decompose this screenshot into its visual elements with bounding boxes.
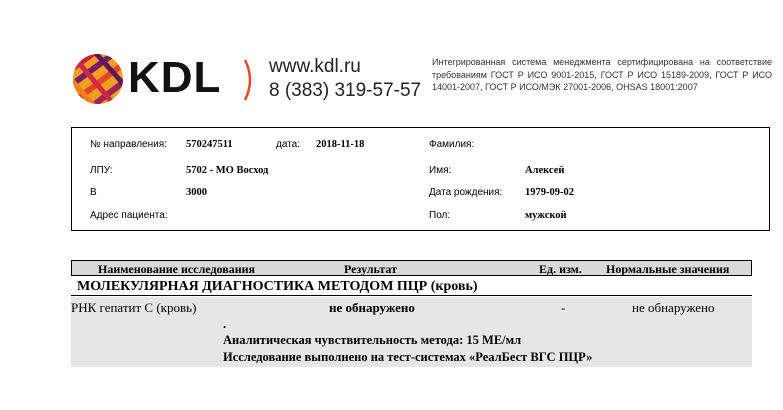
testsystem-note: Исследование выполнено на тест-системах «РеалБест ВГС ПЦР» [223,350,593,364]
referral-label: № направления: [90,139,167,150]
surname-label: Фамилия: [429,139,475,150]
chevron-right-icon [243,58,257,102]
website-link[interactable]: www.kdl.ru [269,56,361,77]
sex-value: мужской [525,210,567,221]
referral-value: 570247511 [186,139,233,150]
name-value: Алексей [525,165,565,176]
sex-label: Пол: [429,210,451,221]
kdl-logo-icon [72,53,124,105]
table-row [71,297,752,367]
row-result: не обнаружено [329,300,415,315]
row-normal: не обнаружено [632,300,715,315]
header-result: Результат [344,262,398,276]
table-header [71,260,752,276]
v-label: В [90,187,97,198]
header-test: Наименование исследования [98,262,256,276]
dob-label: Дата рождения: [429,187,503,198]
lpu-label: ЛПУ: [90,165,113,176]
brand-name: KDL [128,53,222,102]
v-value: 3000 [186,187,207,198]
dob-value: 1979-09-02 [525,187,574,198]
address-label: Адрес пациента: [90,210,168,221]
section-title [71,277,752,296]
header-unit: Ед. изм. [539,262,582,276]
date-label: дата: [276,139,300,150]
patient-info-box [71,127,770,231]
sensitivity-note: Аналитическая чувствительность метода: 15 МЕ/мл [223,333,522,347]
phone-number: 8 (383) 319-57-57 [269,80,422,101]
date-value: 2018-11-18 [316,139,365,150]
row-unit: - [561,300,566,315]
name-label: Имя: [429,165,452,176]
note-dot: . [223,317,227,331]
row-test-name: РНК гепатит С (кровь) [71,300,197,315]
header-normal: Нормальные значения [606,262,730,276]
lpu-value: 5702 - МО Восход [186,165,269,176]
certification-text: Интегрированная система менеджмента сертифицирована на соответствие требованиям ГОСТ Р ИСО 9001-2015, ГОСТ Р ИСО 15189-2009, ГОСТ Р ИСО 14001-2007, ГОСТ Р ИСО/МЭК 27001-2006, OHSAS 18001:2007 [432,57,772,92]
section-title-text: МОЛЕКУЛЯРНАЯ ДИАГНОСТИКА МЕТОДОМ ПЦР (кровь) [77,279,478,294]
